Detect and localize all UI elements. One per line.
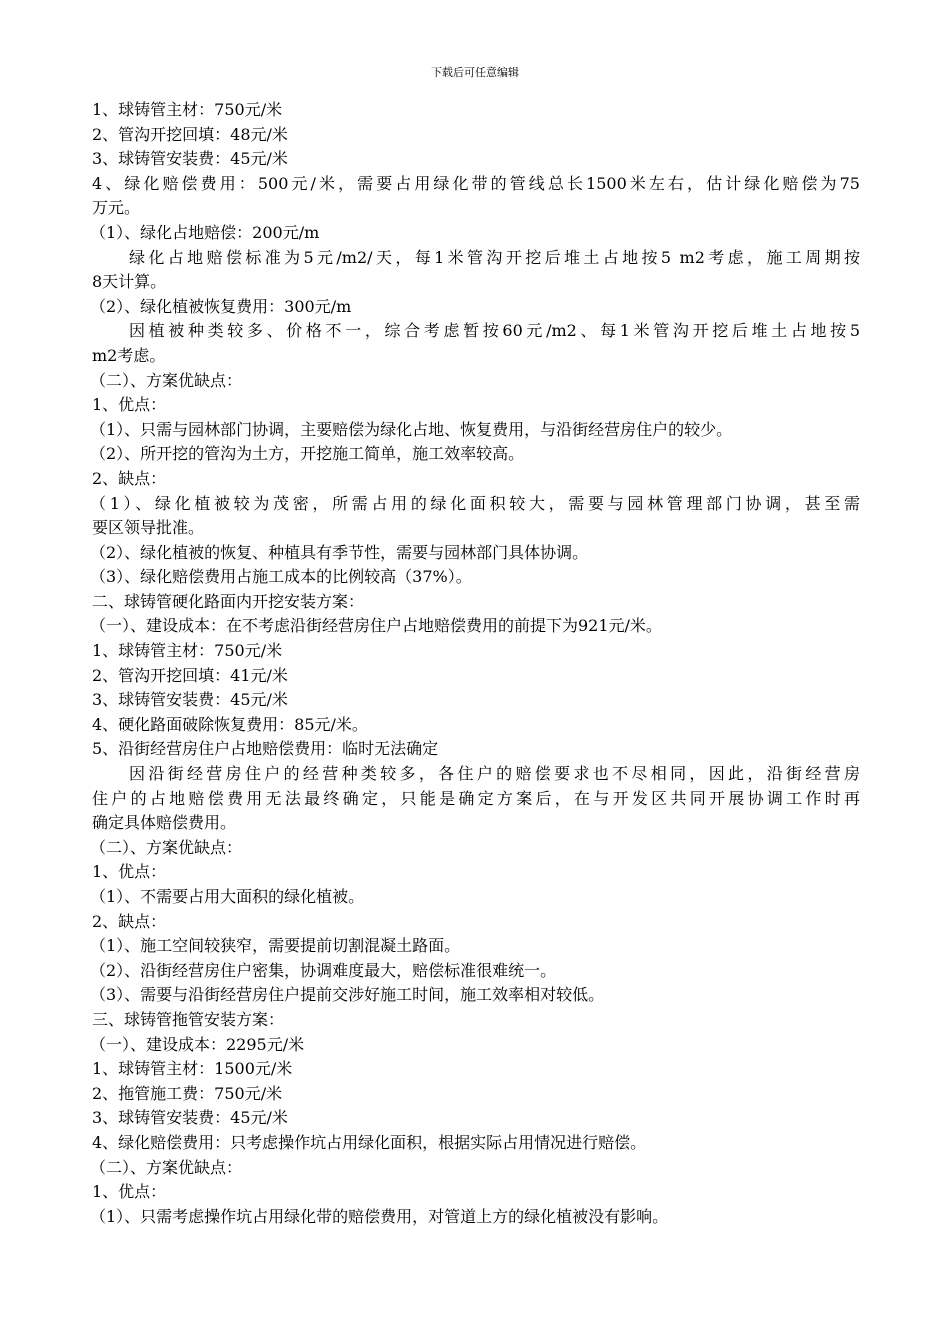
text-line: 因植被种类较多、价格不一，综合考虑暂按60元/m2、每1米管沟开挖后堆土占地按5: [129, 321, 860, 341]
text-line: 4、硬化路面破除恢复费用：85元/米。: [92, 714, 368, 734]
text-line: （1）、只需与园林部门协调，主要赔偿为绿化占地、恢复费用，与沿街经营房住户的较少。: [90, 419, 733, 439]
text-line: （1）、只需考虑操作坑占用绿化带的赔偿费用，对管道上方的绿化植被没有影响。: [90, 1206, 669, 1226]
text-line: 5、沿街经营房住户占地赔偿费用：临时无法确定: [92, 739, 439, 759]
text-line: 要区领导批准。: [92, 518, 205, 538]
document-body: [92, 98, 860, 1229]
text-line: 8天计算。: [92, 272, 167, 292]
text-line: 1、球铸管主材：750元/米: [92, 641, 283, 661]
text-line: （1）、施工空间较狭窄，需要提前切割混凝土路面。: [90, 936, 461, 956]
text-line: （二）、方案优缺点：: [90, 837, 243, 857]
text-line: 1、优点：: [92, 395, 167, 415]
text-line: 4、绿化赔偿费用：只考虑操作坑占用绿化面积，根据实际占用情况进行赔偿。: [92, 1132, 647, 1152]
text-line: （二）、方案优缺点：: [90, 1157, 243, 1177]
text-line: m2考虑。: [92, 345, 166, 365]
text-line: （3）、绿化赔偿费用占施工成本的比例较高（37%）。: [90, 567, 472, 587]
text-line: （1）、绿化占地赔偿：200元/m: [90, 222, 320, 242]
text-line: 1、优点：: [92, 862, 167, 882]
text-line: （2）、沿街经营房住户密集，协调难度最大，赔偿标准很难统一。: [90, 960, 557, 980]
text-line: 3、球铸管安装费：45元/米: [92, 690, 288, 710]
text-line: 1、优点：: [92, 1182, 167, 1202]
text-line: 万元。: [92, 198, 141, 218]
text-line: 因沿街经营房住户的经营种类较多，各住户的赔偿要求也不尽相同，因此，沿街经营房: [129, 764, 860, 784]
text-line: 三、球铸管拖管安装方案：: [92, 1009, 285, 1029]
text-line: （二）、方案优缺点：: [90, 370, 243, 390]
text-line: （1）、绿化植被较为茂密，所需占用的绿化面积较大，需要与园林管理部门协调，甚至需: [90, 493, 860, 513]
text-line: 住户的占地赔偿费用无法最终确定，只能是确定方案后，在与开发区共同开展协调工作时再: [92, 788, 860, 808]
text-line: （1）、不需要占用大面积的绿化植被。: [90, 887, 365, 906]
text-line: 2、拖管施工费：750元/米: [92, 1083, 283, 1103]
text-line: 二、球铸管硬化路面内开挖安装方案：: [92, 591, 365, 611]
text-line: （2）、所开挖的管沟为土方，开挖施工简单，施工效率较高。: [90, 444, 525, 464]
text-line: 2、缺点：: [92, 911, 167, 931]
page-header-note: 下载后可任意编辑: [431, 66, 519, 79]
text-line: 3、球铸管安装费：45元/米: [92, 1108, 288, 1128]
text-line: （一）、建设成本：2295元/米: [90, 1034, 305, 1054]
text-line: 确定具体赔偿费用。: [92, 813, 237, 833]
text-line: （3）、需要与沿街经营房住户提前交涉好施工时间，施工效率相对较低。: [90, 985, 605, 1005]
text-line: 2、管沟开挖回填：48元/米: [92, 124, 288, 144]
text-line: （2）、绿化植被恢复费用：300元/m: [90, 296, 352, 316]
text-line: 绿化占地赔偿标准为5元/m2/天，每1米管沟开挖后堆土占地按5 m2考虑，施工周期按: [129, 247, 860, 267]
text-line: 1、球铸管主材：1500元/米: [92, 1059, 293, 1079]
text-line: 3、球铸管安装费：45元/米: [92, 149, 288, 169]
text-line: 2、管沟开挖回填：41元/米: [92, 665, 288, 685]
text-line: 4、绿化赔偿费用：500元/米，需要占用绿化带的管线总长1500米左右，估计绿化赔偿为75: [92, 173, 860, 193]
text-line: （一）、建设成本：在不考虑沿街经营房住户占地赔偿费用的前提下为921元/米。: [90, 616, 662, 636]
text-line: （2）、绿化植被的恢复、种植具有季节性，需要与园林部门具体协调。: [90, 542, 589, 562]
text-line: 1、球铸管主材：750元/米: [92, 100, 283, 119]
text-line: 2、缺点：: [92, 468, 167, 488]
